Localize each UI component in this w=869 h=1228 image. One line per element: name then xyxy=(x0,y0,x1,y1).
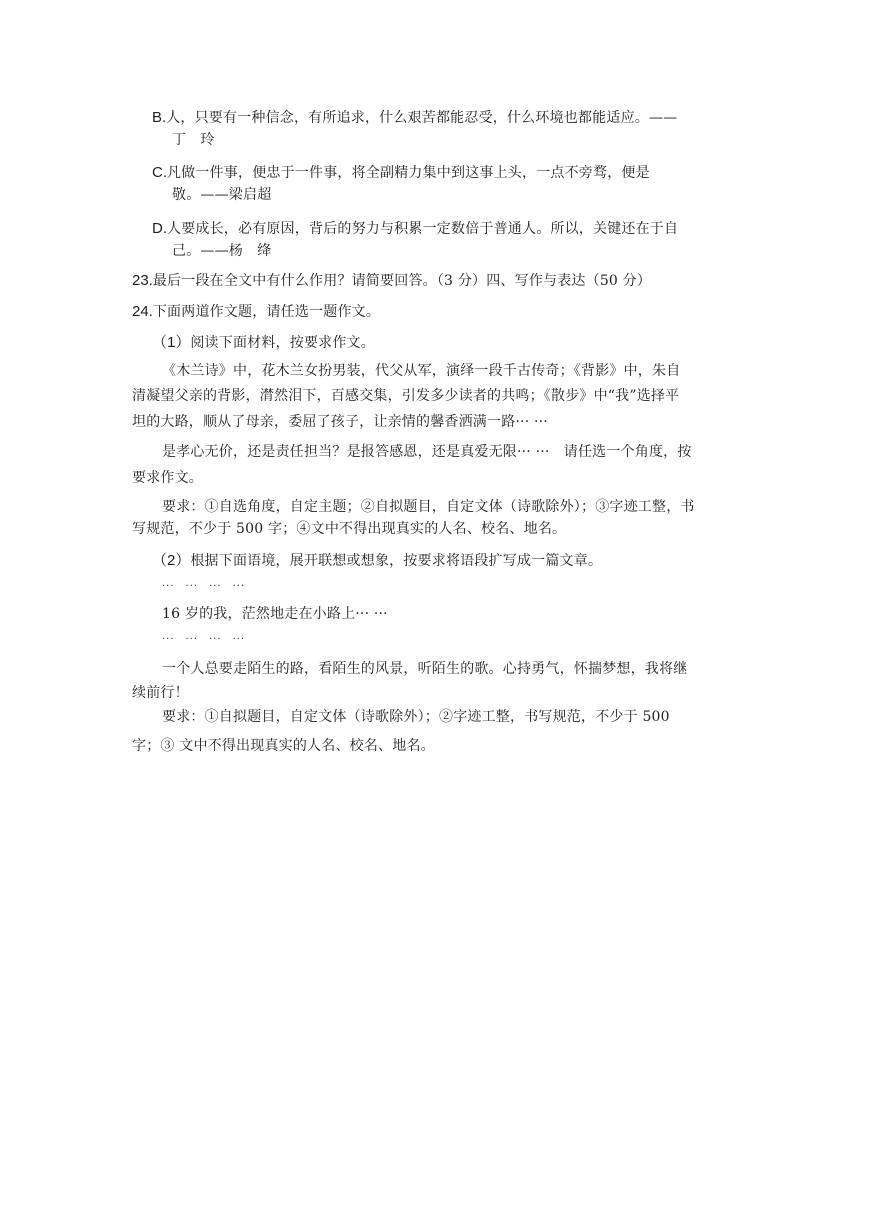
option-c-line1 xyxy=(152,164,650,182)
part2-requirements-line2: 字；③ 文中不得出现真实的人名、校名、地名。 xyxy=(132,738,435,754)
option-b-label: B. xyxy=(152,109,167,126)
question-23-text: 最后一段在全文中有什么作用？请简要回答。（3 分）四、写作与表达（50 分） xyxy=(152,273,652,289)
part1-requirements-line2: 写规范，不少于 500 字；④文中不得出现真实的人名、校名、地名。 xyxy=(132,521,567,537)
question-23-number: 23. xyxy=(132,272,153,289)
option-d-line2: 己。——杨 绛 xyxy=(172,243,272,259)
part2-ellipsis-line2: ··· ··· ··· ··· xyxy=(162,634,246,645)
option-c-text: 凡做一件事，便忠于一件事，将全副精力集中到这事上头，一点不旁骛，便是 xyxy=(167,165,650,181)
option-b-text: 人，只要有一种信念，有所追求，什么艰苦都能忍受，什么环境也都能适应。—— xyxy=(166,110,678,126)
part2-ending-line1: 一个人总要走陌生的路，看陌生的风景，听陌生的歌。心持勇气，怀揣梦想，我将继 xyxy=(162,661,688,677)
option-d-text: 人要成长，必有原因，背后的努力与积累一定数倍于普通人。所以，关键还在于自 xyxy=(167,221,679,237)
option-d-line1 xyxy=(152,220,678,238)
part1-label: （1） xyxy=(152,334,191,351)
part1-material-line1: 《木兰诗》中，花木兰女扮男装，代父从军，演绎一段千古传奇；《背影》中，朱自 xyxy=(162,363,681,379)
question-24-number: 24. xyxy=(132,303,153,320)
option-b-line1 xyxy=(152,109,677,127)
question-24 xyxy=(132,303,380,321)
part1-requirements-line1: 要求：①自选角度，自定主题；②自拟题目，自定文体（诗歌除外）；③字迹工整，书 xyxy=(162,499,695,515)
part2-ending-line2: 续前行！ xyxy=(132,685,189,701)
part2-requirements-line1: 要求：①自拟题目，自定文体（诗歌除外）；②字迹工整，书写规范，不少于 500 xyxy=(162,709,670,725)
part1-heading-text: 阅读下面材料，按要求作文。 xyxy=(190,335,375,351)
option-d-label: D. xyxy=(152,220,167,237)
part1-material-line3: 坦的大路，顺从了母亲，委屈了孩子，让亲情的馨香洒满一路··· ··· xyxy=(132,414,548,430)
part1-heading xyxy=(152,334,375,352)
question-24-text: 下面两道作文题，请任选一题作文。 xyxy=(152,304,381,320)
part1-prompt-line2: 要求作文。 xyxy=(132,470,203,486)
part2-label: （2） xyxy=(152,552,191,569)
part1-prompt-line1: 是孝心无价，还是责任担当？是报答感恩，还是真爱无限··· ··· 请任选一个角度，按 xyxy=(162,444,692,460)
part2-ellipsis-line1: ··· ··· ··· ··· xyxy=(162,581,246,592)
option-c-label: C. xyxy=(152,164,167,181)
option-b-line2: 丁 玲 xyxy=(172,132,215,148)
part2-heading xyxy=(152,552,602,570)
option-c-line2: 敬。——梁启超 xyxy=(172,187,272,203)
question-23 xyxy=(132,272,651,290)
part1-material-line2: 清凝望父亲的背影，潸然泪下，百感交集，引发多少读者的共鸣；《散步》中“我”选择平 xyxy=(132,388,680,404)
part2-context-line: 16 岁的我，茫然地走在小路上··· ··· xyxy=(162,606,388,622)
part2-heading-text: 根据下面语境，展开联想或想象，按要求将语段扩写成一篇文章。 xyxy=(190,553,603,569)
